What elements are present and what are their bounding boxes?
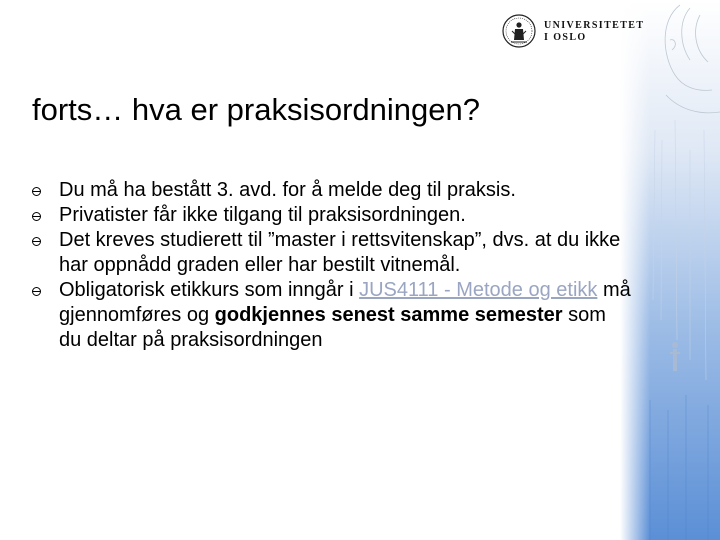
bullet-icon	[32, 237, 40, 245]
course-link-jus4111[interactable]: JUS4111 - Metode og etikk	[359, 279, 598, 301]
bullet-text-bold: godkjennes senest samme semester	[214, 304, 563, 326]
bullet-text: Du må ha bestått 3. avd. for å melde deg til praksis.	[59, 179, 516, 201]
logo-wordmark	[544, 20, 644, 44]
bullet-icon	[32, 212, 40, 220]
university-seal-icon	[502, 12, 536, 50]
bullet-item	[32, 203, 632, 228]
university-logo	[502, 12, 645, 52]
bullet-icon	[32, 287, 40, 295]
logo-line-1: UNIVERSITETET	[544, 20, 645, 31]
bullet-text-end: som du deltar på praksisordningen	[59, 304, 606, 351]
bullet-text-after-link: må gjennomføres og	[59, 279, 631, 326]
decorative-side-band	[620, 0, 720, 540]
bullet-text: Privatister får ikke tilgang til praksisordningen.	[59, 204, 466, 226]
decorative-band-graphic	[620, 0, 720, 540]
bullet-list	[32, 178, 632, 353]
bullet-item	[32, 228, 632, 278]
bullet-text-before-link: Obligatorisk etikkurs som inngår i	[59, 279, 360, 301]
bullet-item	[32, 178, 632, 203]
logo-line-2: I OSLO	[544, 32, 587, 43]
bullet-text: Det kreves studierett til ”master i rettsvitenskap”, dvs. at du ikke har oppnådd graden eller har bestilt vitnemål.	[59, 229, 621, 276]
slide-title: forts… hva er praksisordningen?	[32, 92, 481, 127]
bullet-item	[32, 278, 632, 353]
bullet-icon	[32, 187, 40, 195]
